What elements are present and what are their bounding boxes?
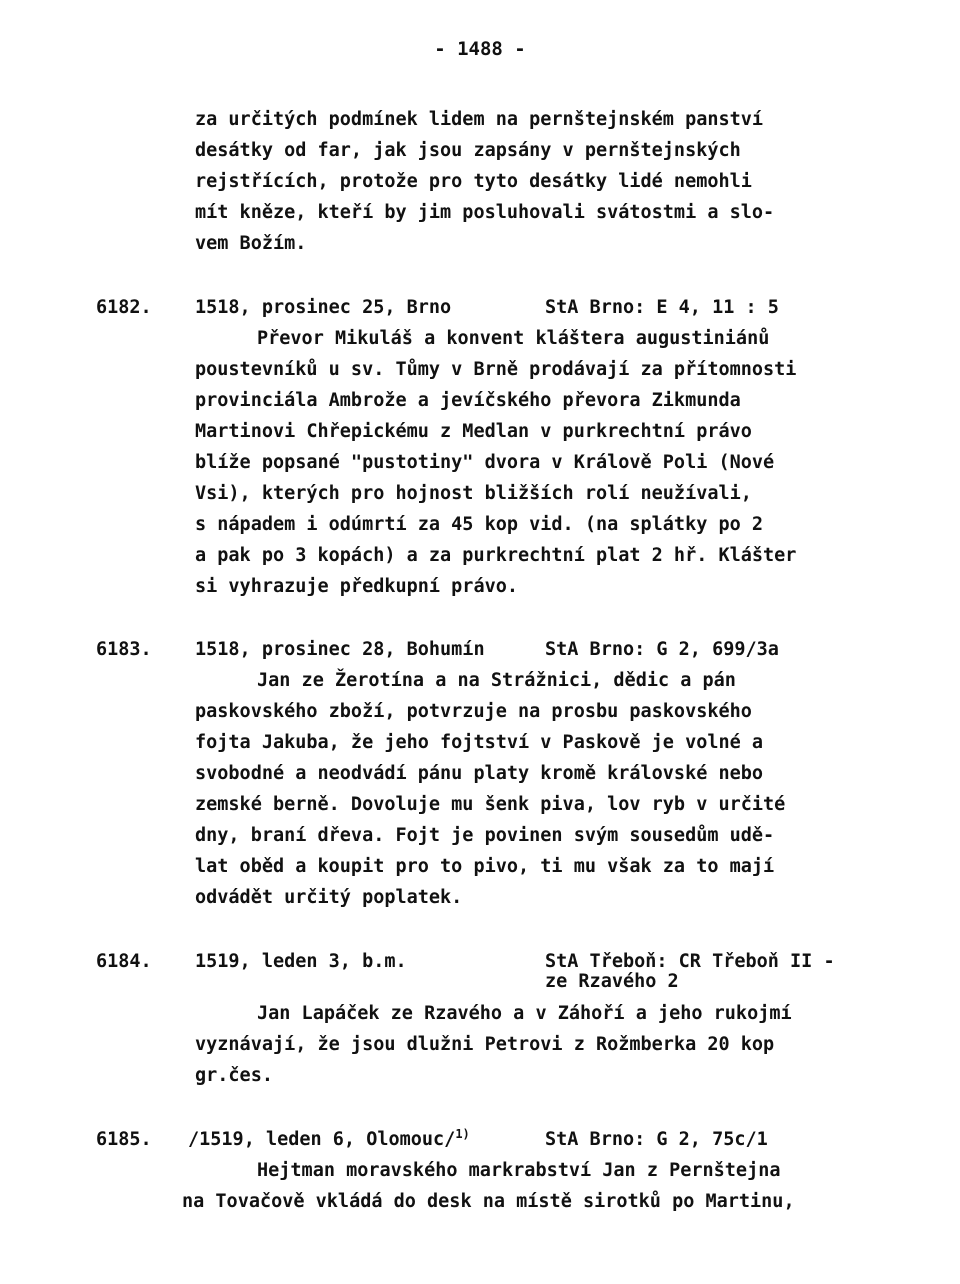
- footnote-marker: 1): [455, 1126, 470, 1141]
- text-line: desátky od far, jak jsou zapsány v pernštejnských: [195, 140, 741, 161]
- text-line: gr.čes.: [195, 1065, 273, 1086]
- continuation-paragraph: [195, 104, 885, 259]
- entry-body: [195, 665, 785, 913]
- text-line: mít kněze, kteří by jim posluhovali svátostmi a slo-: [195, 202, 775, 223]
- text-line: blíže popsané "pustotiny" dvora v Králově Poli (Nové: [195, 452, 775, 473]
- entry-date: 1518, prosinec 25, Brno: [195, 297, 452, 318]
- text-line: paskovského zboží, potvrzuje na prosbu paskovského: [195, 701, 752, 722]
- entry-archive: StA Třeboň: CR Třeboň II -: [545, 951, 835, 972]
- text-line: dny, braní dřeva. Fojt je povinen svým sousedům udě-: [195, 825, 775, 846]
- text-line: odvádět určitý poplatek.: [195, 887, 463, 908]
- entry-number: 6182.: [96, 297, 152, 318]
- text-line: Jan ze Žerotína a na Strážnici, dědic a pán: [257, 670, 736, 691]
- entry-body: [195, 323, 796, 602]
- page-number: - 1488 -: [434, 38, 526, 60]
- text-line: Převor Mikuláš a konvent kláštera augustiniánů: [257, 328, 770, 349]
- text-line: Vsi), kterých pro hojnost bližších rolí neužívali,: [195, 483, 752, 504]
- text-line: svobodné a neodvádí pánu platy kromě královské nebo: [195, 763, 764, 784]
- text-line: na Tovačově vkládá do desk na místě sirotků po Martinu,: [182, 1191, 795, 1212]
- text-line: Jan Lapáček ze Rzavého a v Záhoří a jeho rukojmí: [257, 1003, 792, 1024]
- entry-number: 6185.: [96, 1129, 152, 1150]
- text-line: vem Božím.: [195, 233, 307, 254]
- text-line: si vyhrazuje předkupní právo.: [195, 576, 519, 597]
- entry-archive-line2: ze Rzavého 2: [545, 971, 679, 992]
- entry-archive: StA Brno: E 4, 11 : 5: [545, 297, 779, 318]
- entry-date: 1519, leden 3, b.m.: [195, 951, 407, 972]
- entry-date-text: /1519, leden 6, Olomouc/: [188, 1129, 456, 1150]
- text-line: zemské berně. Dovoluje mu šenk piva, lov ryb v určité: [195, 794, 786, 815]
- text-line: provinciála Ambrože a jevíčského převora Zikmunda: [195, 390, 741, 411]
- text-line: lat oběd a koupit pro to pivo, ti mu však za to mají: [195, 856, 775, 877]
- entry-number: 6184.: [96, 951, 152, 972]
- text-line: Hejtman moravského markrabství Jan z Pernštejna: [257, 1160, 781, 1181]
- text-line: poustevníků u sv. Tůmy v Brně prodávají za přítomnosti: [195, 359, 797, 380]
- text-line: Martinovi Chřepickému z Medlan v purkrechtní právo: [195, 421, 752, 442]
- text-line: fojta Jakuba, že jeho fojtství v Paskově je volné a: [195, 732, 764, 753]
- entry-archive: StA Brno: G 2, 75c/1: [545, 1129, 768, 1150]
- text-line: vyznávají, že jsou dlužni Petrovi z Rožmberka 20 kop: [195, 1034, 775, 1055]
- entry-body: [182, 1155, 795, 1217]
- entry-date: [188, 1124, 470, 1155]
- entry-body: [195, 998, 792, 1091]
- entry-number: 6183.: [96, 639, 152, 660]
- text-line: a pak po 3 kopách) a za purkrechtní plat 2 hř. Klášter: [195, 545, 797, 566]
- entry-date: 1518, prosinec 28, Bohumín: [195, 639, 485, 660]
- text-line: s nápadem i odúmrtí za 45 kop vid. (na splátky po 2: [195, 514, 764, 535]
- text-line: za určitých podmínek lidem na pernštejnském panství: [195, 109, 764, 130]
- text-line: rejstřících, protože pro tyto desátky lidé nemohli: [195, 171, 752, 192]
- entry-archive: StA Brno: G 2, 699/3a: [545, 639, 779, 660]
